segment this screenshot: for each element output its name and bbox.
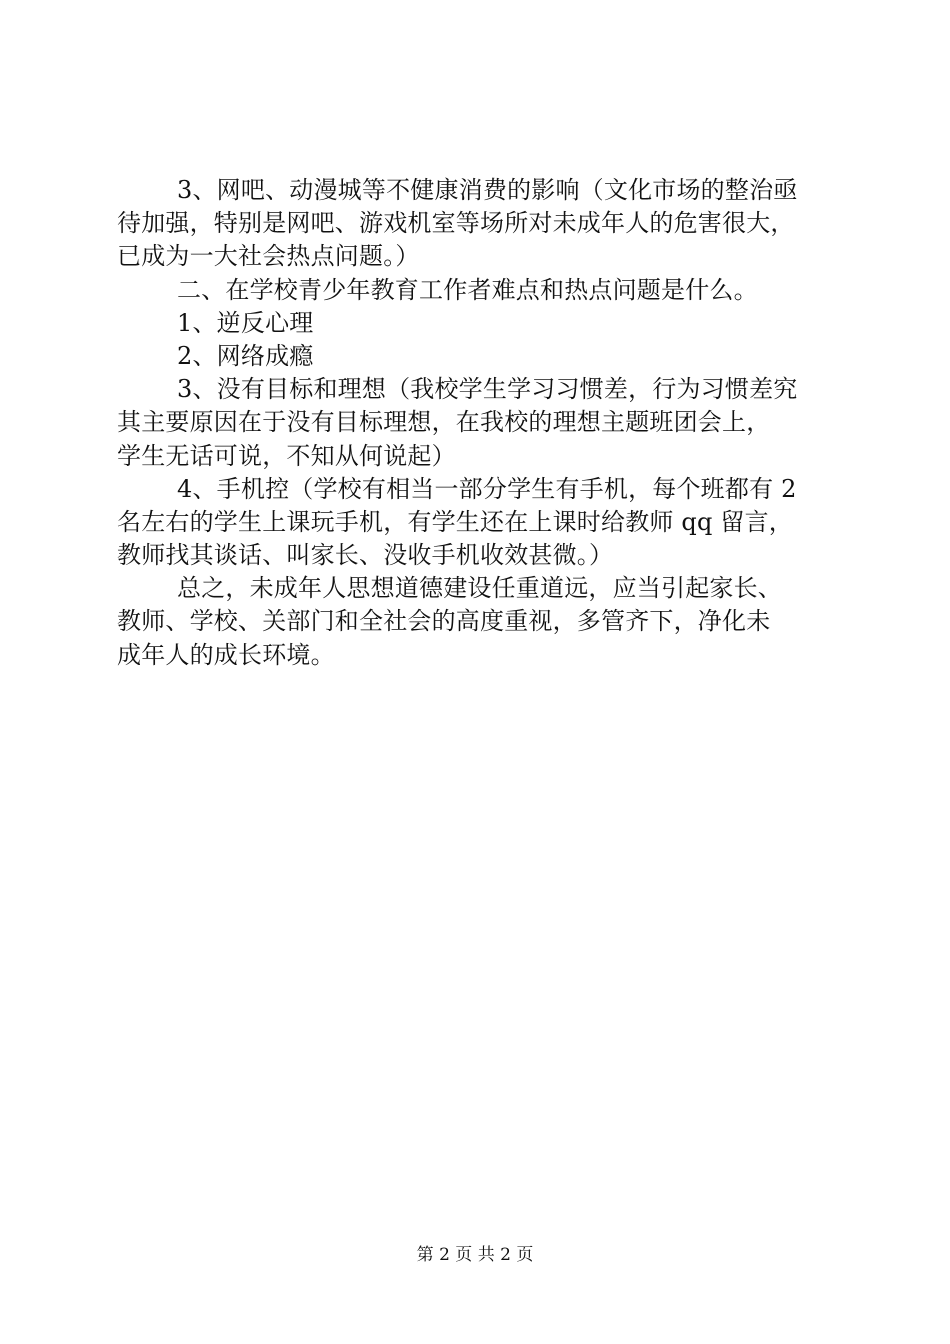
- text-line: 4、手机控（学校有相当一部分学生有手机，每个班都有 2: [177, 474, 797, 503]
- text-line: 教师找其谈话、叫家长、没收手机收效甚微。）: [117, 541, 614, 570]
- text-line: 名左右的学生上课玩手机，有学生还在上课时给教师 qq 留言，: [117, 507, 793, 536]
- text-line: 2、网络成瘾: [177, 341, 314, 370]
- text-line: 教师、学校、关部门和全社会的高度重视，多管齐下，净化未: [117, 607, 771, 636]
- text-line: 学生无话可说，不知从何说起）: [117, 441, 456, 470]
- text-line: 总之，未成年人思想道德建设任重道远，应当引起家长、: [177, 574, 782, 603]
- text-line: 3、没有目标和理想（我校学生学习习惯差，行为习惯差究: [177, 375, 798, 404]
- text-line: 已成为一大社会热点问题。）: [117, 242, 420, 271]
- text-line: 1、逆反心理: [177, 308, 314, 337]
- text-line: 成年人的成长环境。: [117, 640, 335, 669]
- text-line: 二、在学校青少年教育工作者难点和热点问题是什么。: [177, 275, 758, 304]
- page-footer: 第 2 页 共 2 页: [416, 1245, 534, 1265]
- document-body: [117, 174, 835, 672]
- text-line: 其主要原因在于没有目标理想，在我校的理想主题班团会上，: [117, 408, 771, 437]
- text-line: 待加强，特别是网吧、游戏机室等场所对未成年人的危害很大，: [117, 209, 795, 238]
- text-line: 3、网吧、动漫城等不健康消费的影响（文化市场的整治亟: [177, 176, 798, 204]
